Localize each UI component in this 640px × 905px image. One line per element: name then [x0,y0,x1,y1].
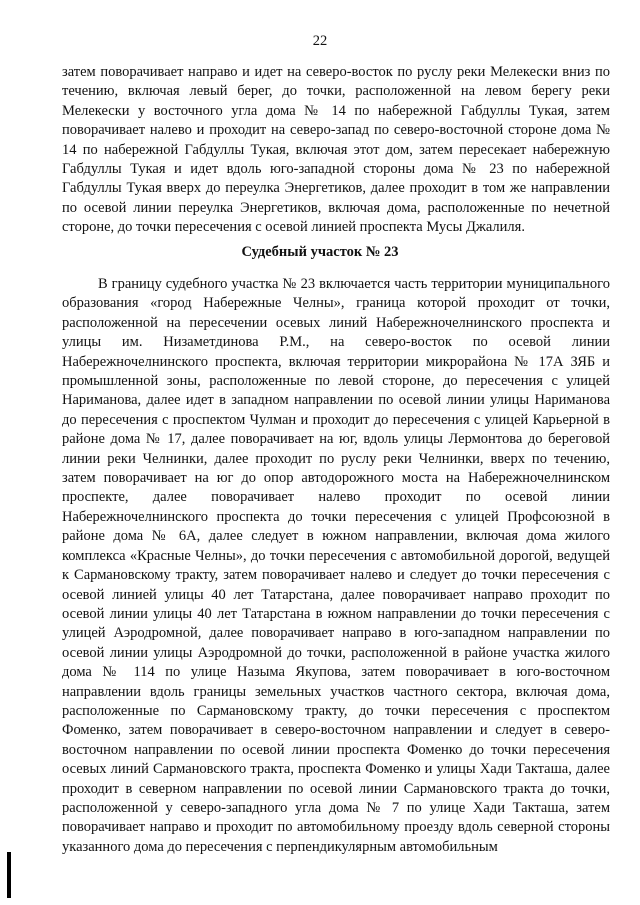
paragraph-continued: затем поворачивает направо и идет на северо-восток по руслу реки Мелекески вниз по течению, включая левый берег, до точки, расположенной на левом берегу реки Мелекески у восточного угла дома № 14 по набережной Габдуллы Тукая, затем поворачивает налево и проходит на северо-запад по северо-восточной стороне дома № 14 по набережной Габдуллы Тукая, включая этот дом, затем пересекает набережную Габдуллы Тукая и идет вдоль юго-западной стороны дома № 23 по набережной Габдуллы Тукая вверх до переулка Энергетиков, далее проходит в том же направлении по осевой линии переулка Энергетиков, включая дома, расположенные по нечетной стороне, до точки пересечения с осевой линией проспекта Мусы Джалиля. [62,64,610,236]
section-heading: Судебный участок № 23 [241,244,399,260]
scan-margin-mark [7,852,11,898]
page-number: 22 [312,33,328,49]
paragraph-section: В границу судебного участка № 23 включается часть территории муниципального образования «город Набережные Челны», граница которой проходит от точки, расположенной на пересечении осевых линий Набережночелнинского проспекта и улицы им. Низаметдинова Р.М., на северо-восток по осевой линии Набережночелнинского проспекта, включая территории микрорайона № 17А ЗЯБ и промышленной зоны, расположенные по левой стороне, до пересечения с улицей Нариманова, далее идет в западном направлении по осевой линии улицы Нариманова до пересечения с проспектом Чулман и проходит до пересечения с улицей Карьерной в районе дома № 17, далее поворачивает на юг, вдоль улицы Лермонтова до береговой линии реки Челнинки, далее проходит по руслу реки Челнинки, вверх по течению, затем поворачивает на юг до опор автодорожного моста на Набережночелнинском проспекте, далее поворачивает налево проходит по осевой линии Набережночелнинского проспекта до точки пересечения с улицей Профсоюзной в районе дома № 6А, далее следует в южном направлении, включая дома жилого комплекса «Красные Челны», до точки пересечения с автомобильной дорогой, ведущей к Сармановскому тракту, затем поворачивает налево и следует до точки пересечения с осевой линией улицы 40 лет Татарстана, далее поворачивает направо проходит по осевой линии улицы 40 лет Татарстана в южном направлении до точки пересечения с улицей Аэродромной, далее поворачивает направо в юго-западном направлении по осевой линии улицы Аэродромной до точки, расположенной в районе участка жилого дома № 114 по улице Назыма Якупова, затем поворачивает в юго-восточном направлении вдоль границы земельных участков частного сектора, включая дома, расположенные по Сармановскому тракту, до точки пересечения с проспектом Фоменко, затем поворачивает в северо-восточном направлении и следует в северо-восточном направлении по осевой линии проспекта Фоменко до точки пересечения осевых линий Сармановского тракта, проспекта Фоменко и улицы Хади Такташа, далее проходит в северном направлении по осевой линии Сармановского тракта до точки, расположенной у северо-западного угла дома № 7 по улице Хади Такташа, затем поворачивает направо и проходит по автомобильному проезду вдоль северной стороны указанного дома до пересечения с перпендикулярным автомобильным [62,276,610,855]
